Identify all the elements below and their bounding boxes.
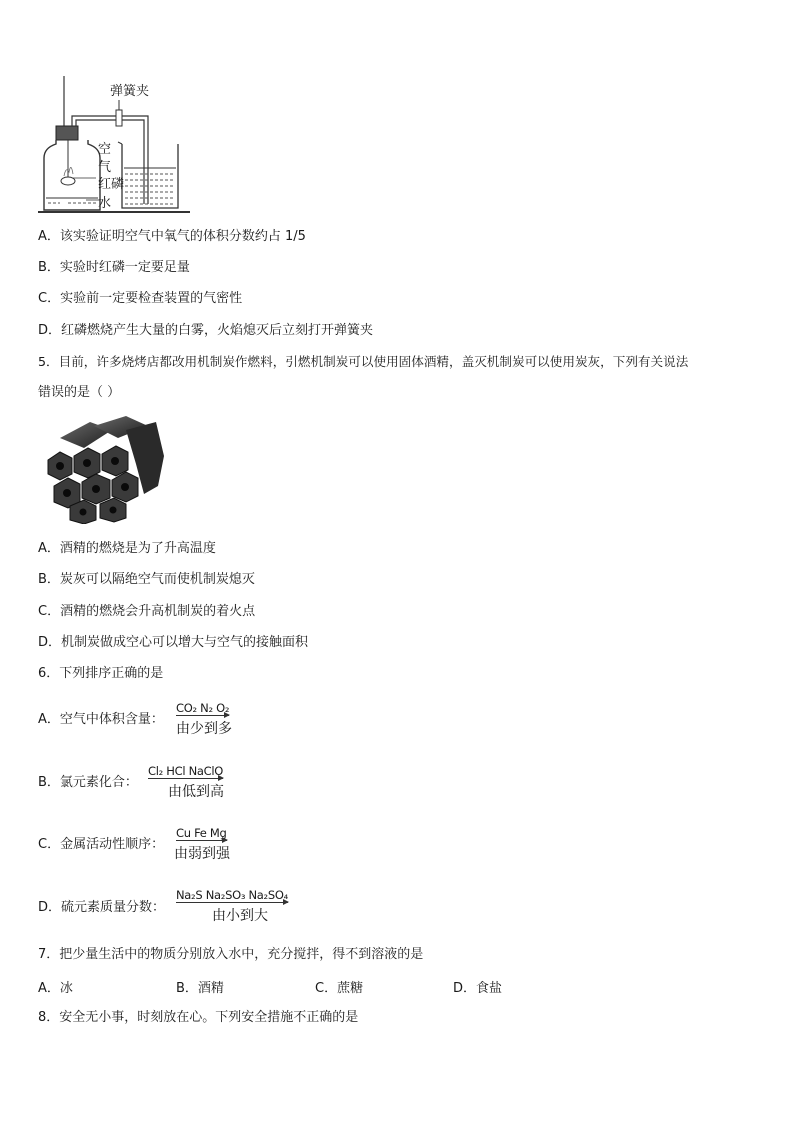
apparatus-diagram xyxy=(38,76,198,216)
q5-option-d: D．机制炭做成空心可以增大与空气的接触面积 xyxy=(38,635,309,650)
q8-stem: 8．安全无小事，时刻放在心。下列安全措施不正确的是 xyxy=(38,1010,359,1025)
label-air-1: 空 xyxy=(98,142,112,157)
q6-option-a-order xyxy=(176,701,232,737)
q6-option-a-arrow xyxy=(176,715,229,716)
label-clip: 弹簧夹 xyxy=(110,84,150,99)
q6-option-c-arrow xyxy=(176,840,227,841)
q5-stem-line1: 5．目前，许多烧烤店都改用机制炭作燃料，引燃机制炭可以使用固体酒精，盖灭机制炭可以使用炭灰，下列有关说法 xyxy=(38,354,689,369)
q6-option-d-substances: Na₂S Na₂SO₃ Na₂SO₄ xyxy=(176,888,288,902)
q7-stem: 7．把少量生活中的物质分别放入水中，充分搅拌，得不到溶液的是 xyxy=(38,947,424,962)
q6-option-c-order xyxy=(174,826,230,862)
q6-option-b-label: B．氯元素化合： xyxy=(38,775,138,790)
q7-option-c: C．蔗糖 xyxy=(315,981,364,996)
q5-option-b: B．炭灰可以隔绝空气而使机制炭熄灭 xyxy=(38,572,255,587)
q5-option-a: A．酒精的燃烧是为了升高温度 xyxy=(38,541,216,556)
q4-option-b: B．实验时红磷一定要足量 xyxy=(38,260,190,275)
q4-option-c: C．实验前一定要检查装置的气密性 xyxy=(38,291,243,306)
label-water: 水 xyxy=(98,196,112,211)
charcoal-image xyxy=(40,416,168,524)
q6-option-c-label: C．金属活动性顺序： xyxy=(38,837,165,852)
q6-option-c-direction: 由弱到强 xyxy=(174,846,230,862)
q6-option-c-substances: Cu Fe Mg xyxy=(176,826,227,840)
charcoal-drawing xyxy=(40,416,168,524)
q6-option-d-label: D．硫元素质量分数： xyxy=(38,900,166,915)
label-air-2: 气 xyxy=(98,160,112,175)
q6-option-a-label: A．空气中体积含量： xyxy=(38,712,164,727)
q5-stem-line2: 错误的是（ ） xyxy=(38,385,121,400)
q6-option-b-arrow xyxy=(148,778,223,779)
q6-stem: 6．下列排序正确的是 xyxy=(38,666,164,681)
q6-option-d-direction: 由小到大 xyxy=(212,908,268,924)
q6-option-b-order xyxy=(148,764,224,800)
q6-option-b-direction: 由低到高 xyxy=(168,784,224,800)
q6-option-a-substances: CO₂ N₂ O₂ xyxy=(176,701,230,715)
q4-option-d: D．红磷燃烧产生大量的白雾，火焰熄灭后立刻打开弹簧夹 xyxy=(38,323,374,338)
q7-options xyxy=(0,977,794,997)
q4-option-a: A．该实验证明空气中氧气的体积分数约占 1/5 xyxy=(38,229,306,244)
q6-option-b-substances: Cl₂ HCl NaClO xyxy=(148,764,224,778)
q6-option-d-arrow xyxy=(176,902,288,903)
q7-option-a: A．冰 xyxy=(38,981,73,996)
label-phosphorus: 红磷 xyxy=(98,177,125,192)
q5-option-c: C．酒精的燃烧会升高机制炭的着火点 xyxy=(38,604,256,619)
q7-option-d: D．食盐 xyxy=(453,981,503,996)
q6-option-d-order xyxy=(176,888,288,924)
q6-option-a-direction: 由少到多 xyxy=(176,721,232,737)
q7-option-b: B．酒精 xyxy=(176,981,224,996)
